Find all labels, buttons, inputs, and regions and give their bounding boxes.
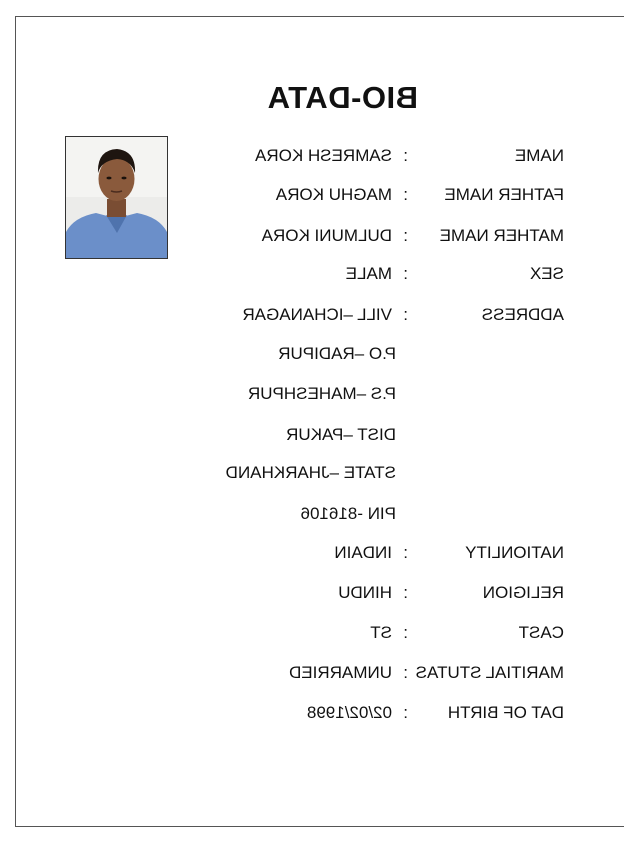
field-label-marital-status: MARITIAL STUTAS [415,663,564,682]
field-label-nationality: NATIONLITY [465,543,564,562]
address-line-pin: PIN -816106 [300,504,396,523]
field-value-caste: ST [370,623,392,642]
field-colon: : [403,305,408,324]
person-portrait-icon [66,137,167,258]
field-label-address: ADDRESS [481,305,564,324]
field-label-father-name: FATHER NAME [444,185,564,204]
field-colon: : [403,663,408,682]
field-label-name: NAME [514,146,564,165]
profile-photo [65,136,168,259]
field-label-religion: RELIGION [482,583,564,602]
field-value-religion: HINDU [338,583,392,602]
page-border-right [15,16,16,827]
field-value-marital-status: UNMARRIED [289,663,392,682]
page-border-bottom [15,826,624,827]
address-line-dist: DIST –PAKUR [286,425,396,444]
field-value-name: SAMRESH KORA [255,146,392,165]
field-colon: : [403,703,408,722]
field-colon: : [403,264,408,283]
field-colon: : [403,543,408,562]
field-colon: : [403,185,408,204]
field-label-caste: CAST [518,623,564,642]
field-colon: : [403,226,408,245]
field-colon: : [403,623,408,642]
field-value-sex: MALE [345,264,392,283]
field-value-address: VILL –ICHANAGAR [242,305,392,324]
field-value-father-name: MAGHU KORA [275,185,392,204]
field-label-mother-name: MATHER NAME [439,226,564,245]
field-label-date-of-birth: DAT OF BIRTH [447,703,564,722]
field-colon: : [403,146,408,165]
address-line-po: P.O –RADIPUR [278,344,396,363]
page-title: BIO-DATA [267,80,418,115]
page-border-top [15,16,624,17]
address-line-ps: P.S –MAHESHPUR [247,384,396,403]
field-label-sex: SEX [529,264,564,283]
field-colon: : [403,583,408,602]
address-line-state: STATE –JHARKHAND [225,463,396,482]
field-value-nationality: INDAIN [334,543,392,562]
field-value-date-of-birth: 02/02/1998 [306,703,392,722]
field-value-mother-name: DULMUNI KORA [261,226,392,245]
